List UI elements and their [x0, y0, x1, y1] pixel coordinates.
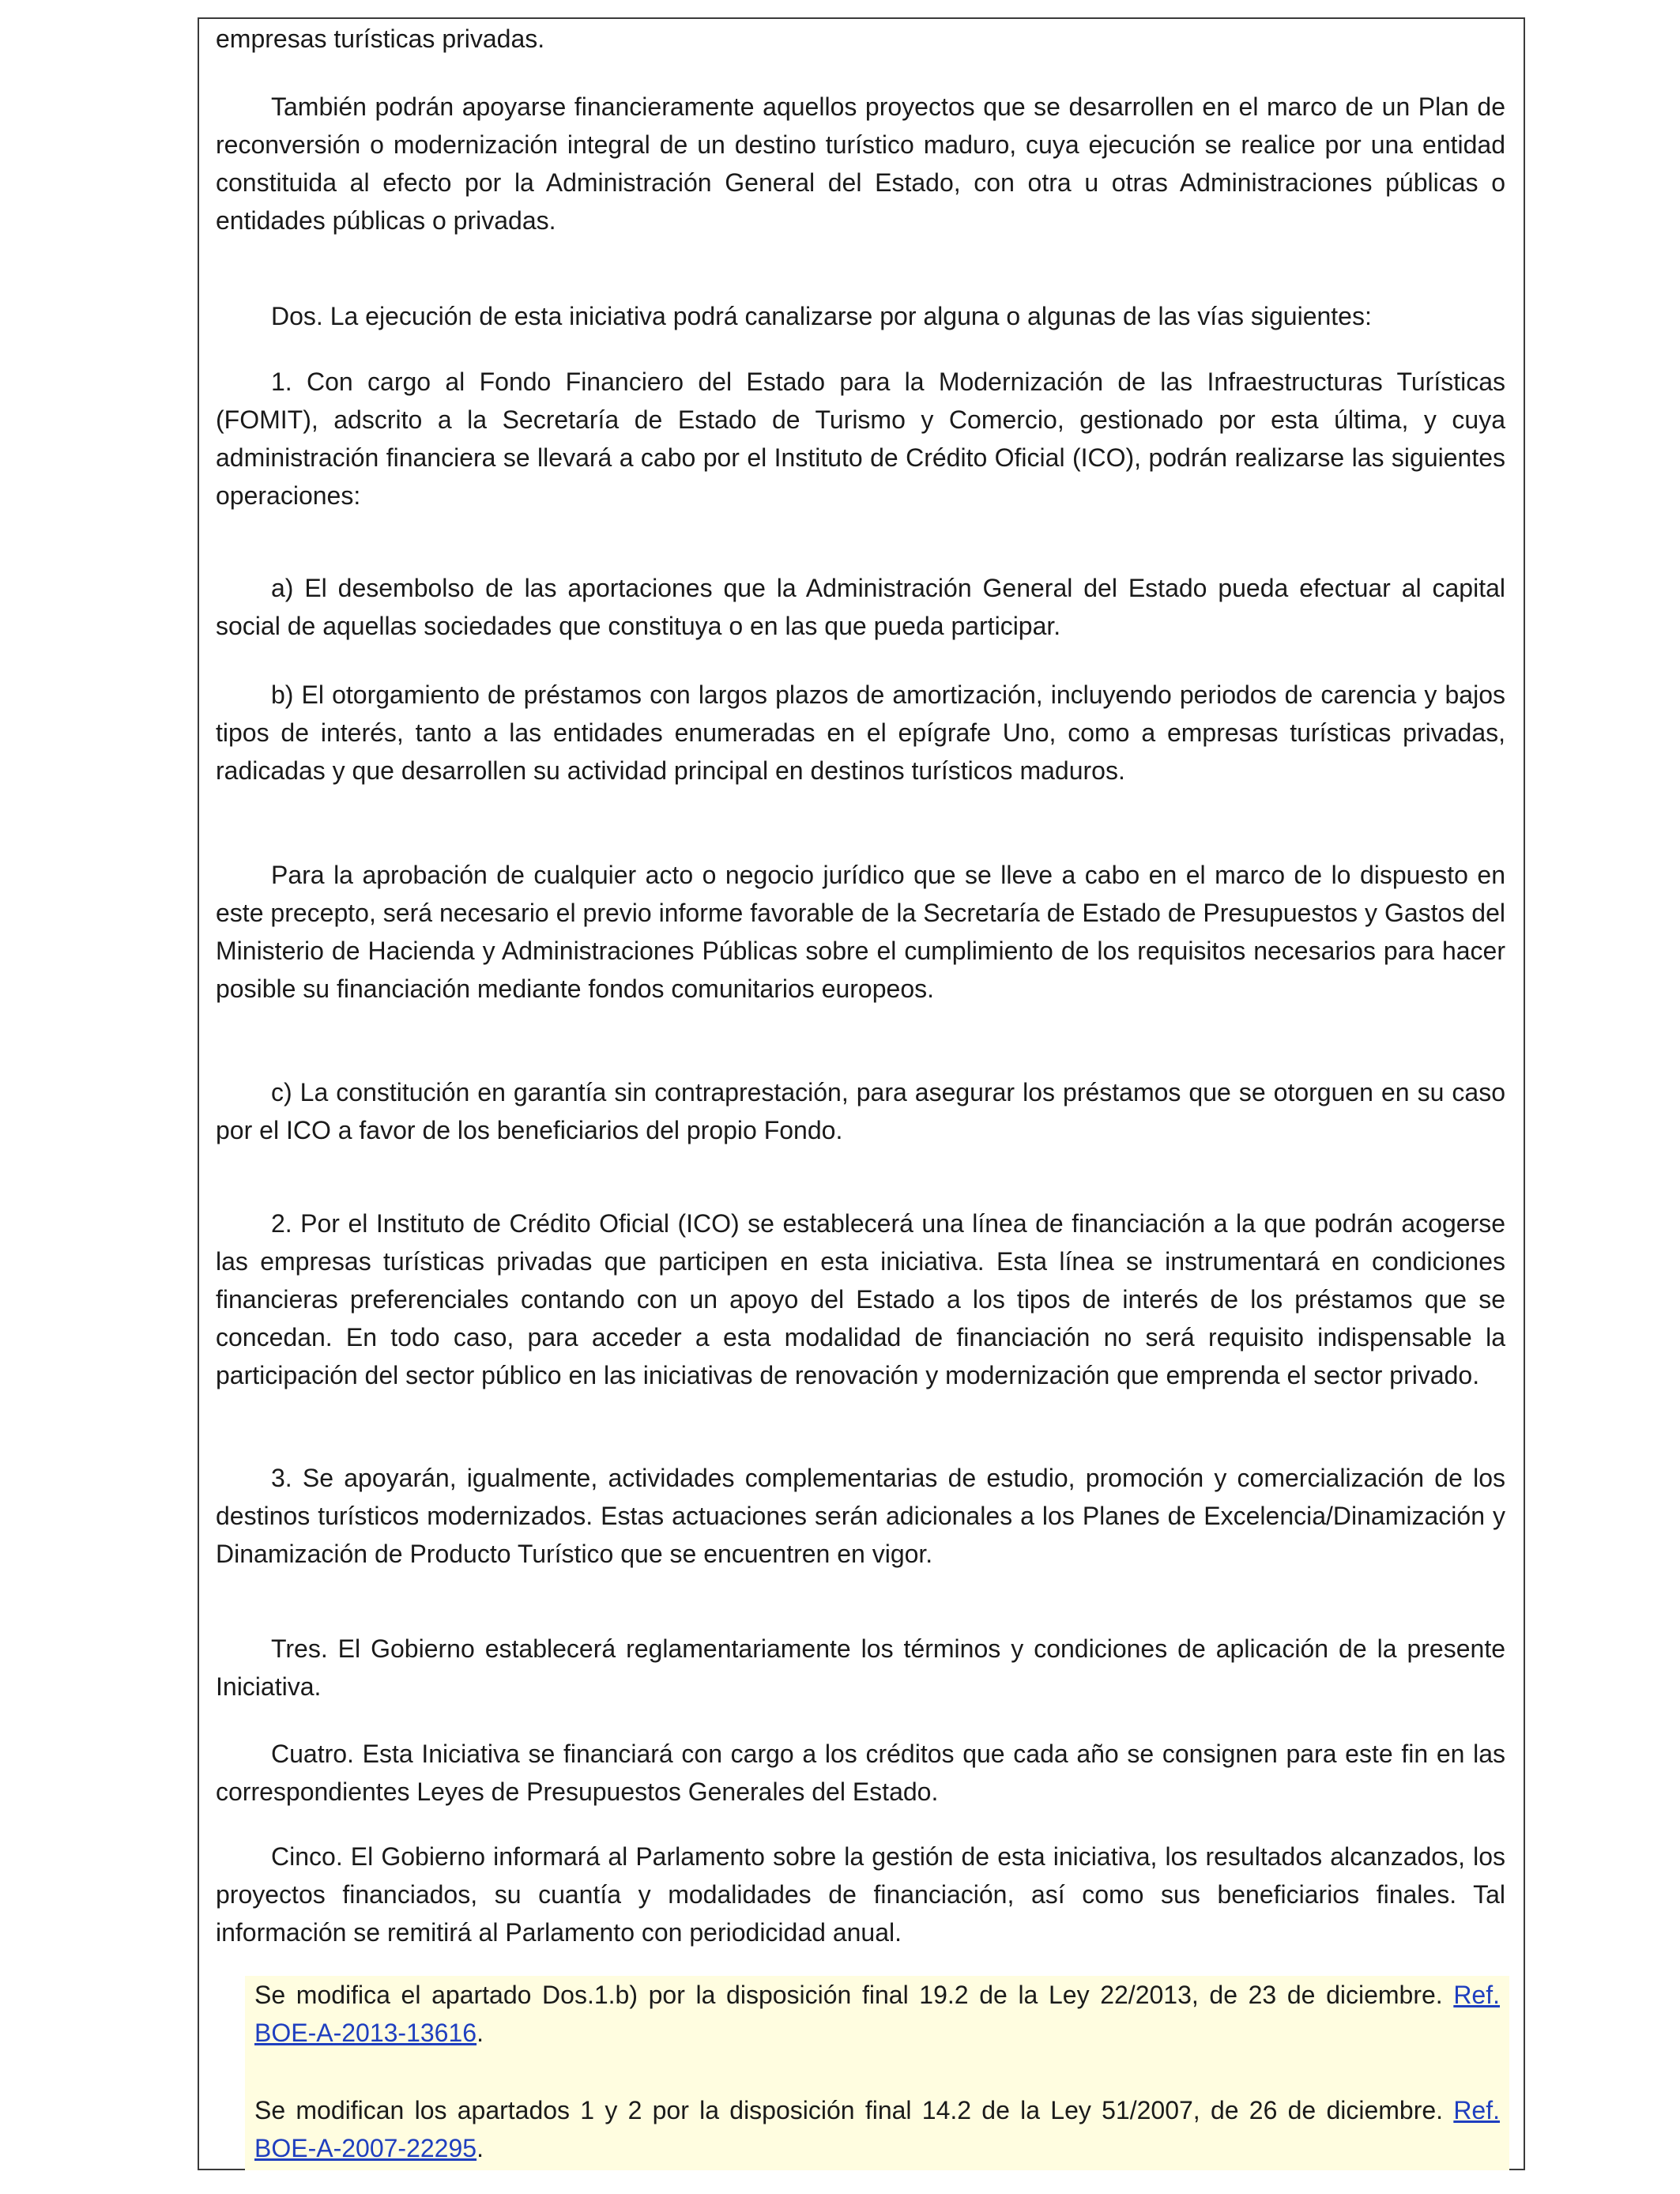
- paragraph-dos-3: 3. Se apoyarán, igualmente, actividades complementarias de estudio, promoción y comercialización de los destinos turísticos modernizados. Estas actuaciones serán adicionales a los Planes de Excelencia/Dinamización y Dinamización de Producto Turístico que se encuentren en vigor.: [216, 1464, 1505, 1568]
- paragraph-dos-1: 1. Con cargo al Fondo Financiero del Estado para la Modernización de las Infraestructuras Turísticas (FOMIT), adscrito a la Secretaría de Estado de Turismo y Comercio, gestionado por esta última, y cuya administración financiera se llevará a cabo por el Instituto de Crédito Oficial (ICO), podrán realizarse las siguientes operaciones:: [216, 368, 1505, 510]
- paragraph-item-b: b) El otorgamiento de préstamos con largos plazos de amortización, incluyendo periodos de carencia y bajos tipos de interés, tanto a las entidades enumeradas en el epígrafe Uno, como a empresas turísticas privadas, radicadas y que desarrollen su actividad principal en destinos turísticos maduros.: [216, 680, 1505, 785]
- paragraph-dos-2: 2. Por el Instituto de Crédito Oficial (ICO) se establecerá una línea de financiación a la que podrán acogerse las empresas turísticas privadas que participen en esta iniciativa. Esta línea se instrumentará en condiciones financieras preferenciales contando con un apoyo del Estado a los tipos de interés de los préstamos que se concedan. En todo caso, para acceder a esta modalidad de financiación no será requisito indispensable la participación del sector público en las iniciativas de renovación y modernización que emprenda el sector privado.: [216, 1209, 1505, 1389]
- boe-reference-link[interactable]: Ref. BOE-A-2007-22295: [254, 2096, 1500, 2162]
- paragraph-item-c: c) La constitución en garantía sin contraprestación, para asegurar los préstamos que se otorguen en su caso por el ICO a favor de los beneficiarios del propio Fondo.: [216, 1078, 1505, 1144]
- note-tail: .: [477, 2019, 484, 2047]
- note-tail: .: [477, 2134, 484, 2162]
- paragraph-item-a: a) El desembolso de las aportaciones que la Administración General del Estado pueda efectuar al capital social de aquellas sociedades que constituya o en las que pueda participar.: [216, 574, 1505, 640]
- modification-note: [245, 1976, 1509, 2052]
- paragraph-cinco: Cinco. El Gobierno informará al Parlamento sobre la gestión de esta iniciativa, los resultados alcanzados, los proyectos financiados, su cuantía y modalidades de financiación, así como sus beneficiarios finales. Tal información se remitirá al Parlamento con periodicidad anual.: [216, 1842, 1505, 1947]
- paragraph-cuatro: Cuatro. Esta Iniciativa se financiará con cargo a los créditos que cada año se consignen para este fin en las correspondientes Leyes de Presupuestos Generales del Estado.: [216, 1740, 1505, 1806]
- paragraph-tres: Tres. El Gobierno establecerá reglamentariamente los términos y condiciones de aplicación de la presente Iniciativa.: [216, 1634, 1505, 1701]
- modification-note: [245, 2091, 1509, 2167]
- paragraph-aprobacion: Para la aprobación de cualquier acto o negocio jurídico que se lleve a cabo en el marco de lo dispuesto en este precepto, será necesario el previo informe favorable de la Secretaría de Estado de Presupuestos y Gastos del Ministerio de Hacienda y Administraciones Públicas sobre el cumplimiento de los requisitos necesarios para hacer posible su financiación mediante fondos comunitarios europeos.: [216, 861, 1505, 1003]
- note-text: Se modifica el apartado Dos.1.b) por la disposición final 19.2 de la Ley 22/2013, de 23 de diciembre.: [254, 1981, 1454, 2009]
- modification-notes: [245, 1976, 1509, 2170]
- paragraph-plan-reconversion: También podrán apoyarse financieramente aquellos proyectos que se desarrollen en el marco de un Plan de reconversión o modernización integral de un destino turístico maduro, cuya ejecución se realice por una entidad constituida al efecto por la Administración General del Estado, con otra u otras Administraciones públicas o entidades públicas o privadas.: [216, 92, 1505, 235]
- paragraph-dos: Dos. La ejecución de esta iniciativa podrá canalizarse por alguna o algunas de las vías siguientes:: [271, 302, 1372, 330]
- boe-reference-link[interactable]: Ref. BOE-A-2013-13616: [254, 1981, 1500, 2047]
- paragraph-continuation: empresas turísticas privadas.: [216, 25, 545, 53]
- note-text: Se modifican los apartados 1 y 2 por la disposición final 14.2 de la Ley 51/2007, de 26 de diciembre.: [254, 2096, 1454, 2124]
